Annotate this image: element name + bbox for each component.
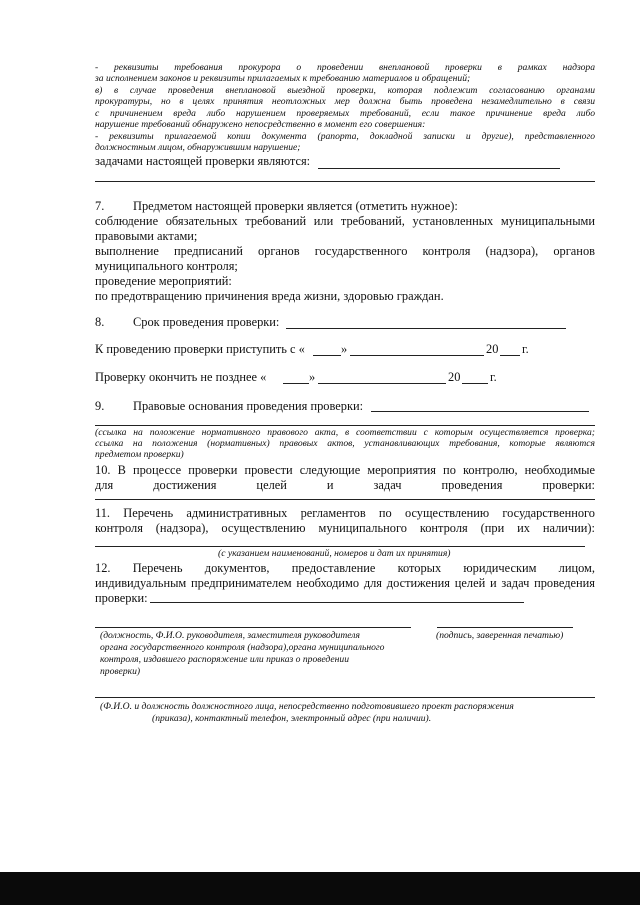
s8-number: 8. bbox=[95, 315, 105, 329]
end-label: Проверку окончить не позднее « bbox=[95, 370, 267, 384]
preparer-field[interactable] bbox=[95, 697, 595, 698]
s7-line-1: соблюдение обязательных требований или требований, установленных муниципальными bbox=[95, 214, 595, 228]
s12-line-3: проверки: bbox=[95, 591, 148, 605]
s9-number: 9. bbox=[95, 399, 105, 413]
footer-line-1: (Ф.И.О. и должность должностного лица, непосредственно подготовившего проект распоряжения bbox=[100, 701, 514, 712]
end-year-field[interactable] bbox=[462, 383, 488, 384]
s9-note-1: (ссылка на положение нормативного правового акта, в соответствии с которым осуществляется проверка; bbox=[95, 427, 595, 438]
s7-line-5: проведение мероприятий: bbox=[95, 274, 232, 288]
sign-caption-1: (должность, Ф.И.О. руководителя, заместителя руководителя bbox=[100, 630, 360, 641]
tasks-field[interactable] bbox=[318, 168, 560, 169]
regulations-field[interactable] bbox=[95, 546, 585, 547]
sign-caption-3: контроля, издавшего распоряжение или приказ о проведении bbox=[100, 654, 350, 665]
end-year-prefix: 20 bbox=[448, 370, 461, 384]
start-month-field[interactable] bbox=[350, 355, 484, 356]
s11-line-2: контроля (надзора), осуществлению муниципального контроля (при их наличии): bbox=[95, 521, 595, 535]
intro-line-3: в) в случае проведения внеплановой выездной проверки, которая подлежит согласованию органами bbox=[95, 85, 595, 96]
s7-line-2: правовыми актами; bbox=[95, 229, 198, 243]
measures-field[interactable] bbox=[95, 499, 595, 500]
s11-line-1: 11. Перечень административных регламентов по осуществлению государственного bbox=[95, 506, 595, 520]
end-year-suffix: г. bbox=[490, 370, 497, 384]
end-day-field[interactable] bbox=[283, 383, 309, 384]
s7-line-4: муниципального контроля; bbox=[95, 259, 238, 273]
scan-border bbox=[0, 872, 640, 905]
intro-line-7: - реквизиты прилагаемой копии документа (рапорта, докладной записки и другие), представленного bbox=[95, 131, 595, 142]
documents-field[interactable] bbox=[150, 602, 524, 603]
s7-number: 7. bbox=[95, 199, 105, 213]
s12-line-2: индивидуальным предпринимателем необходимо для достижения целей и задач проведения bbox=[95, 576, 595, 590]
sign-caption-4: проверки) bbox=[100, 666, 141, 677]
start-label: К проведению проверки приступить с « bbox=[95, 342, 305, 356]
start-year-suffix: г. bbox=[522, 342, 529, 356]
intro-line-5: с причинением вреда либо нарушением проверяемых требований, если такое причинение вреда либо bbox=[95, 108, 595, 119]
s12-line-1: 12. Перечень документов, предоставление которых юридическим лицом, bbox=[95, 561, 595, 575]
intro-line-2: за исполнением законов и реквизиты прилагаемых к требованию материалов и обращений; bbox=[95, 73, 471, 84]
start-day-field[interactable] bbox=[313, 355, 341, 356]
signatory-field[interactable] bbox=[95, 627, 411, 628]
s9-note-2: ссылка на положения (нормативных) правовых актов, устанавливающих требования, которые являются bbox=[95, 438, 595, 449]
s10-line-1: 10. В процессе проверки провести следующие мероприятия по контролю, необходимые bbox=[95, 463, 595, 477]
end-month-field[interactable] bbox=[318, 383, 446, 384]
start-year-field[interactable] bbox=[500, 355, 520, 356]
tasks-label: задачами настоящей проверки являются: bbox=[95, 154, 311, 168]
s11-note: (с указанием наименований, номеров и дат их принятия) bbox=[218, 548, 451, 559]
legal-basis-field-line-2[interactable] bbox=[95, 425, 595, 426]
s9-note-3: предметом проверки) bbox=[95, 449, 184, 460]
intro-line-8: должностным лицом, обнаружившим нарушение; bbox=[95, 142, 301, 153]
s9-title: Правовые основания проведения проверки: bbox=[133, 399, 364, 413]
start-quote-close: » bbox=[341, 342, 348, 356]
s8-title: Срок проведения проверки: bbox=[133, 315, 280, 329]
intro-line-4: прокуратуры, но в целях принятия неотложных мер должна быть проведена незамедлительно в связи bbox=[95, 96, 595, 107]
start-year-prefix: 20 bbox=[486, 342, 499, 356]
intro-line-6: нарушение требований обнаружено непосредственно в момент его совершения: bbox=[95, 119, 426, 130]
s7-line-6: по предотвращению причинения вреда жизни, здоровью граждан. bbox=[95, 289, 444, 303]
end-quote-close: » bbox=[309, 370, 316, 384]
term-field[interactable] bbox=[286, 328, 566, 329]
tasks-field-line-2[interactable] bbox=[95, 181, 595, 182]
legal-basis-field[interactable] bbox=[371, 411, 589, 412]
stamp-caption: (подпись, заверенная печатью) bbox=[436, 630, 564, 641]
intro-line-1: - реквизиты требования прокурора о проведении внеплановой проверки в рамках надзора bbox=[95, 62, 595, 73]
footer-line-2: (приказа), контактный телефон, электронный адрес (при наличии). bbox=[152, 713, 432, 724]
s7-title: Предметом настоящей проверки является (отметить нужное): bbox=[133, 199, 458, 213]
s7-line-3: выполнение предписаний органов государственного контроля (надзора), органов bbox=[95, 244, 595, 258]
s10-line-2: для достижения целей и задач проведения проверки: bbox=[95, 478, 595, 492]
signature-field[interactable] bbox=[437, 627, 573, 628]
sign-caption-2: органа государственного контроля (надзора),органа муниципального bbox=[100, 642, 385, 653]
